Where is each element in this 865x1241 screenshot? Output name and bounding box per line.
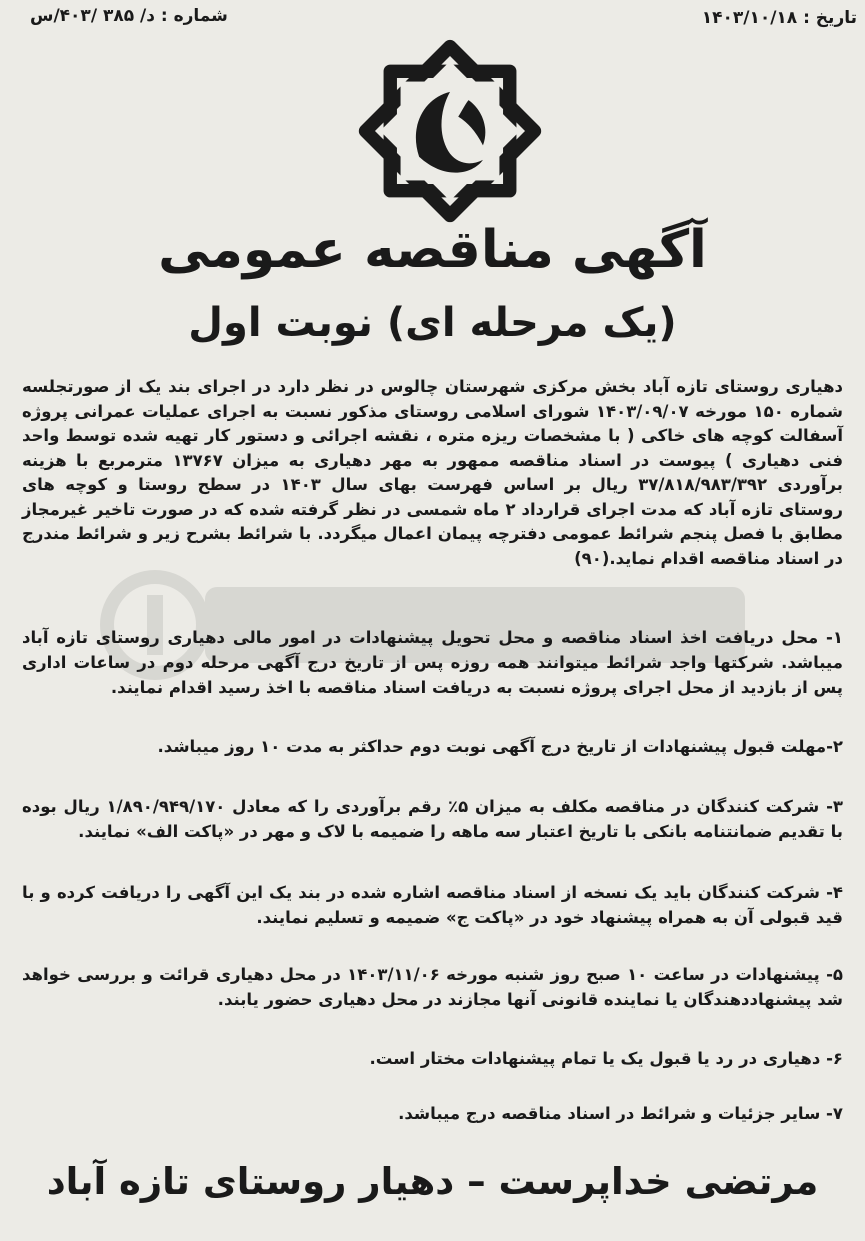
condition-item: ۳- شرکت کنندگان در مناقصه مکلف به میزان ۵٪ رقم برآوردی را که معادل ۱/۸۹۰/۹۴۹/۱۷۰ ریال بوده با تقدیم ضمانتنامه بانکی با تاریخ اعتبار سه ماهه را ضمیمه با لاک و مهر در «پاکت الف» نمایند. xyxy=(22,797,843,841)
condition-item: ۴- شرکت کنندگان باید یک نسخه از اسناد مناقصه اشاره شده در بند یک این آگهی را دریافت کرده و با قید قبولی آن به همراه پیشنهاد خود در «پاکت ج» ضمیمه و تسلیم نمایند. xyxy=(22,883,843,927)
notice-date: تاریخ : ۱۴۰۳/۱۰/۱۸ xyxy=(701,8,857,28)
notice-number: شماره : د/ ۳۸۵ /۴۰۳/س xyxy=(30,6,228,26)
condition-item: ۱- محل دریافت اخذ اسناد مناقصه و محل تحویل پیشنهادات در امور مالی دهیاری روستای تازه آباد میباشد. شرکتها واجد شرائط میتوانند همه روزه پس از تاریخ درج آگهی مرحله دوم در ساعات اداری پس از بازدید از محل اجرای پروژه نسبت به دریافت اسناد مناقصه با اخذ رسید اقدام نمایند. xyxy=(22,628,843,697)
intro-paragraph: دهیاری روستای تازه آباد بخش مرکزی شهرستان چالوس در نظر دارد در اجرای بند یک از صورتجلسه شماره ۱۵۰ مورخه ۱۴۰۳/۰۹/۰۷ شورای اسلامی روستای مذکور نسبت به اجرای عملیات عمرانی پروژه آسفالت کوچه های خاکی ( با مشخصات ریزه متره ، نقشه اجرائی و دستور کار تهیه شده توسط واحد فنی دهیاری ) پیوست در اسناد مناقصه ممهور به مهر دهیاری به میزان ۱۳۷۶۷ مترمربع با هزینه برآوردی ۳۷/۸۱۸/۹۸۳/۳۹۲ ریال بر اساس فهرست بهای سال ۱۴۰۳ در سطح روستا و کوچه های روستای تازه آباد که مدت اجرای قرارداد ۲ ماه شمسی در نظر گرفته شده که در صورت تاخیر غیرمجاز مطابق با فصل پنجم شرائط عمومی دفترچه پیمان اعمال میگردد. با شرائط بشرح زیر و شرائط مندرج در اسناد مناقصه اقدام نماید.(۹۰) xyxy=(22,377,844,568)
signature: مرتضی خداپرست – دهیار روستای تازه آباد xyxy=(46,1160,819,1203)
condition-item: ۲-مهلت قبول پیشنهادات از تاریخ درج آگهی نوبت دوم حداکثر به مدت ۱۰ روز میباشد. xyxy=(157,737,843,756)
page-title: آگهی مناقصه عمومی xyxy=(158,220,707,280)
condition-item: ۷- سایر جزئیات و شرائط در اسناد مناقصه درج میباشد. xyxy=(398,1104,843,1123)
page-subtitle: (یک مرحله ای) نوبت اول xyxy=(188,300,677,346)
condition-item: ۶- دهیاری در رد یا قبول یک یا تمام پیشنهادات مختار است. xyxy=(369,1049,843,1068)
condition-item: ۵- پیشنهادات در ساعت ۱۰ صبح روز شنبه مورخه ۱۴۰۳/۱۱/۰۶ در محل دهیاری قرائت و بررسی خواهد شد پیشنهاددهندگان یا نماینده قانونی آنها مجازند در محل دهیاری حضور یابند. xyxy=(22,965,843,1009)
star-emblem-icon xyxy=(347,28,553,234)
